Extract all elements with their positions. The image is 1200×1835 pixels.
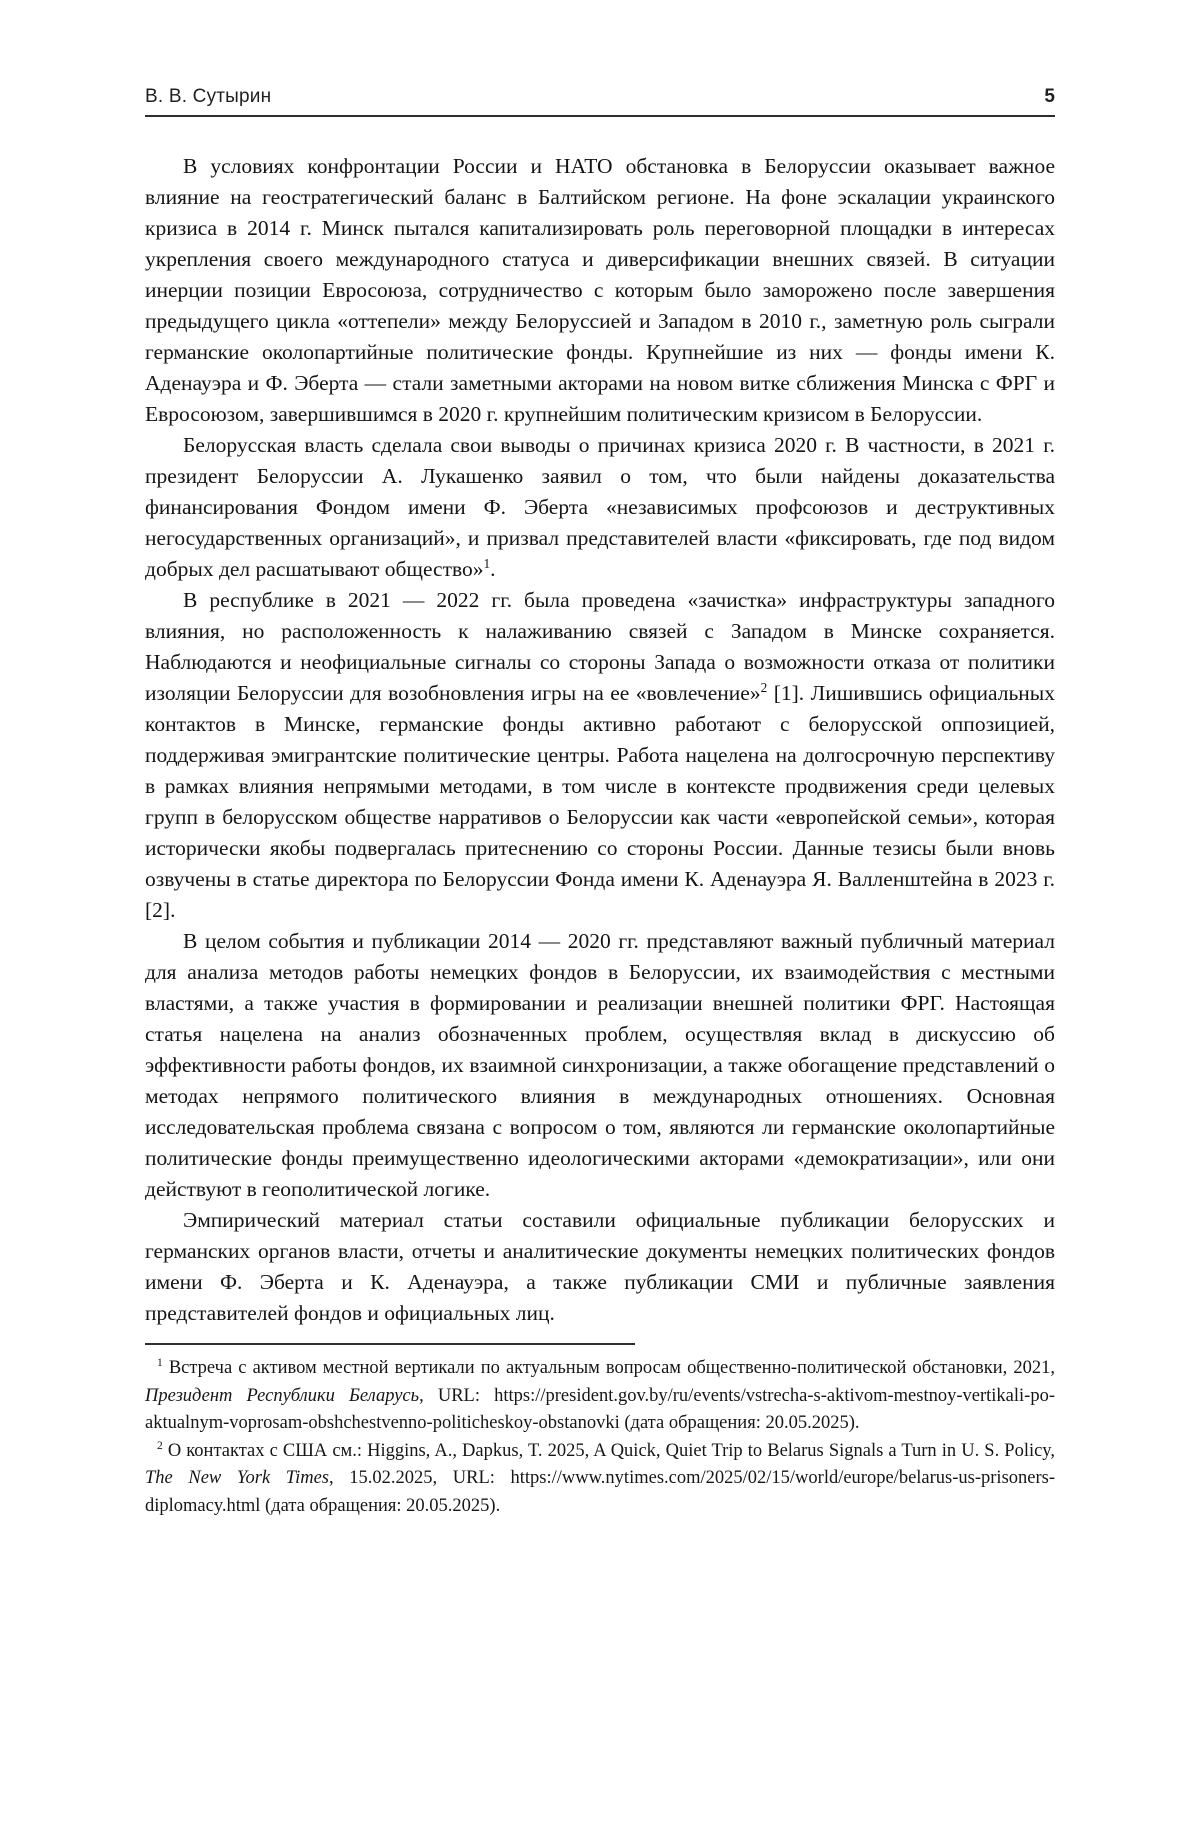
page-number: 5 xyxy=(1044,86,1055,107)
footnote-rule xyxy=(145,1343,635,1345)
paragraph-4: В целом события и публикации 2014 — 2020 гг. представляют важный публичный материал для анализа методов работы немецких фондов в Белоруссии, их взаимодействия с местными властями, а также участия в формировании и реализации внешней политики ФРГ. Настоящая статья нацелена на анализ обозначенных проблем, осуществляя вклад в дискуссию об эффективности работы фондов, их взаимной синхронизации, а также обогащение представлений о методах непрямого политического влияния в международных отношениях. Основная исследовательская проблема связана с вопросом о том, являются ли германские околопартийные политические фонды преимущественно идеологическими акторами «демократизации», или они действуют в геополитической логике. xyxy=(145,929,1055,1201)
paragraph-3: В республике в 2021 — 2022 гг. была проведена «зачистка» инфраструктуры западного влияния, но расположенность к налаживанию связей с Западом в Минске сохраняется. Наблюдаются и неофициальные сигналы со стороны Запада о возможности отказа от политики изоляции Белоруссии для возобновления игры на ее «вовлечение»$^2$ [1]. Лишившись официальных контактов в Минске, германские фонды активно работают с белорусской оппозицией, поддерживая эмигрантские политические центры. Работа нацелена на долгосрочную перспективу в рамках влияния непрямыми методами, в том числе в контексте продвижения среди целевых групп в белорусском обществе нарративов о Белоруссии как части «европейской семьи», которая исторически якобы подвергалась притеснению со стороны России. Данные тезисы были вновь озвучены в статье директора по Белоруссии Фонда имени К. Аденауэра Я. Валленштейна в 2023 г. [2]. xyxy=(145,588,1055,922)
header-rule xyxy=(145,115,1055,117)
article-body xyxy=(145,151,1055,1329)
paragraph-1: В условиях конфронтации России и НАТО обстановка в Белоруссии оказывает важное влияние на геостратегический баланс в Балтийском регионе. На фоне эскалации украинского кризиса в 2014 г. Минск пытался капитализировать роль переговорной площадки в интересах укрепления своего международного статуса и диверсификации внешних связей. В ситуации инерции позиции Евросоюза, сотрудничество с которым было заморожено после завершения предыдущего цикла «оттепели» между Белоруссией и Западом в 2010 г., заметную роль сыграли германские околопартийные политические фонды. Крупнейшие из них — фонды имени К. Аденауэра и Ф. Эберта — стали заметными акторами на новом витке сближения Минска с ФРГ и Евросоюзом, завершившимся в 2020 г. крупнейшим политическим кризисом в Белоруссии. xyxy=(145,154,1055,426)
footnote-2: $^2$ О контактах с США см.: Higgins, A., Dapkus, T. 2025, A Quick, Quiet Trip to Belarus Signals a Turn in U. S. Policy, The New York Times, 15.02.2025, URL: https://www.nytimes.com/2025/02/15/world/europe/belarus-us-prisoners-diplomacy.html (дата обращения: 20.05.2025). xyxy=(145,1439,1055,1516)
running-header xyxy=(145,86,1055,108)
footnote-1: $^1$ Встреча с активом местной вертикали по актуальным вопросам общественно-политической обстановки, 2021, Президент Республики Беларусь, URL: https://president.gov.by/ru/events/vstrecha-s-aktivom-mestnoy-vertikali-po-aktualnym-voprosam-obshchestvenno-politicheskoy-obstanovki (дата обращения: 20.05.2025). xyxy=(145,1356,1055,1433)
paragraph-2: Белорусская власть сделала свои выводы о причинах кризиса 2020 г. В частности, в 2021 г. президент Белоруссии А. Лукашенко заявил о том, что были найдены доказательства финансирования Фондом имени Ф. Эберта «независимых профсоюзов и деструктивных негосударственных организаций», и призвал представителей власти «фиксировать, где под видом добрых дел расшатывают общество»$^1$. xyxy=(145,433,1055,581)
running-header-author: В. В. Сутырин xyxy=(145,86,272,107)
footnotes xyxy=(145,1355,1055,1520)
paragraph-5: Эмпирический материал статьи составили официальные публикации белорусских и германских органов власти, отчеты и аналитические документы немецких политических фондов имени Ф. Эберта и К. Аденауэра, а также публикации СМИ и публичные заявления представителей фондов и официальных лиц. xyxy=(145,1208,1055,1325)
